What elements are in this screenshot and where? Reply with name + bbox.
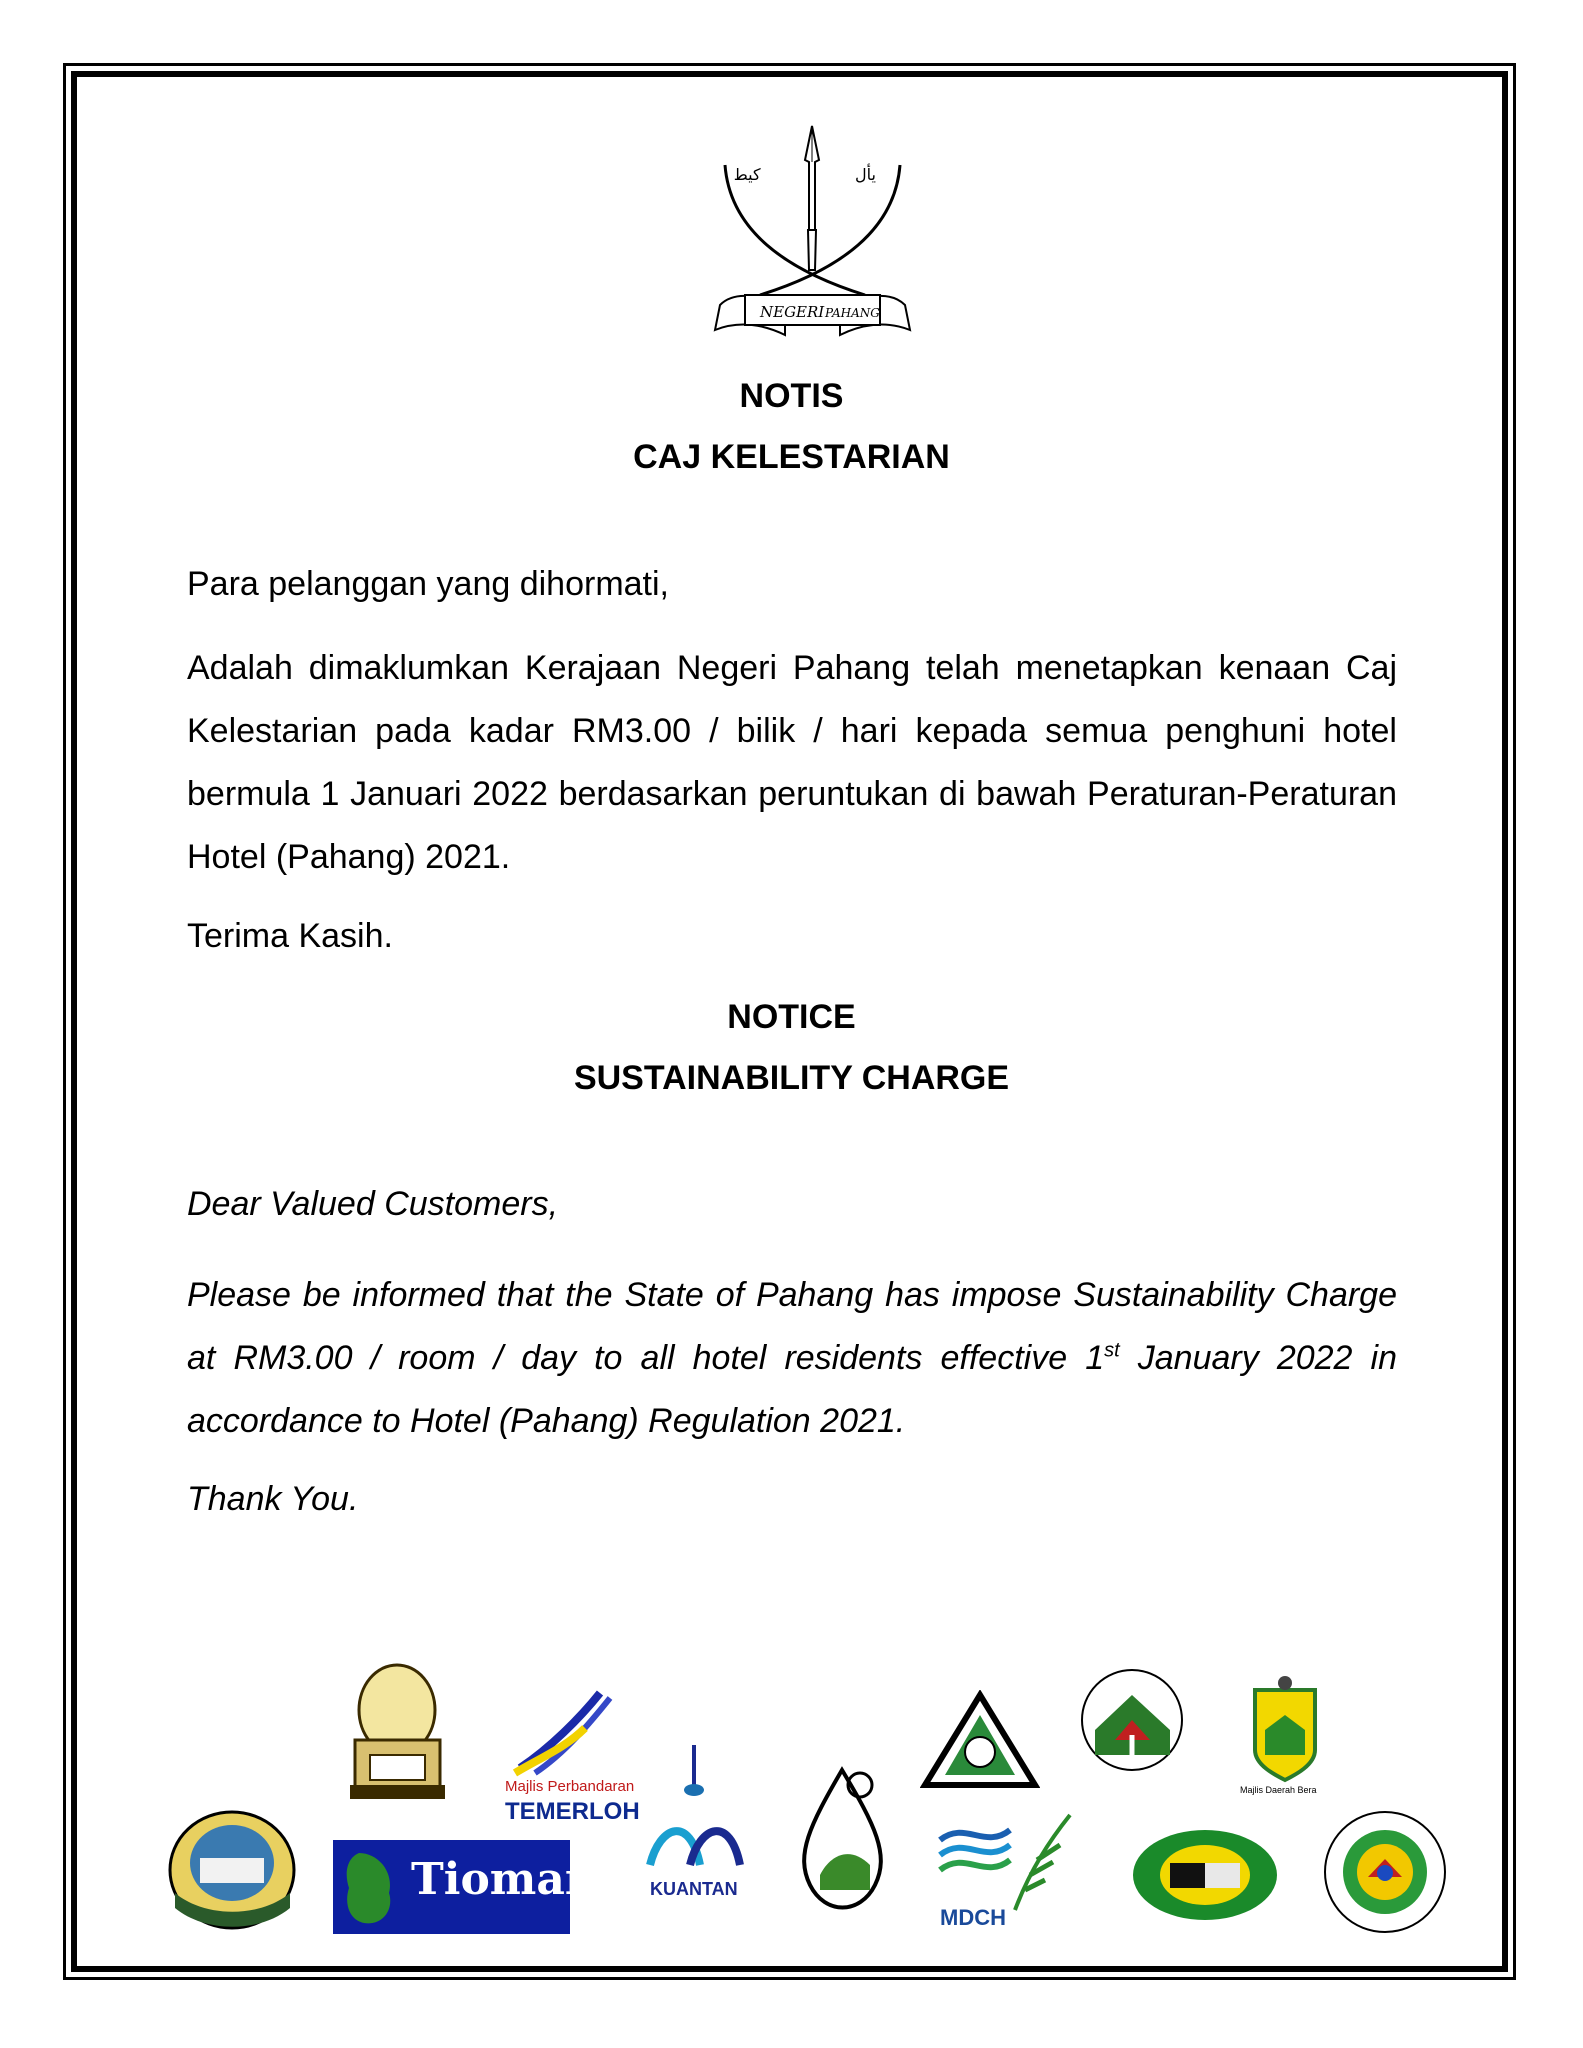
crest-arabic-right: ﻳﺄل (855, 165, 876, 184)
temerloh-title: TEMERLOH (505, 1798, 640, 1825)
tioman-logo (333, 1840, 597, 1934)
crest-arabic-left: ﻛﻴﻄ (735, 165, 761, 184)
notice-subtitle-malay: CAJ KELESTARIAN (633, 438, 950, 476)
maran-council-logo (1075, 1660, 1190, 1790)
notice-title-malay: NOTIS (739, 377, 844, 415)
raub-council-logo (340, 1660, 455, 1810)
mdch-logo (935, 1800, 1075, 1930)
notice-title-english: NOTICE (727, 998, 856, 1036)
jerantut-council-logo (1130, 1823, 1280, 1923)
body-english (187, 1264, 1397, 1453)
mdch-label: MDCH (940, 1905, 1006, 1930)
crest-scroll-left: NEGERI (760, 303, 825, 321)
kuantan-label: KUANTAN (650, 1879, 738, 1899)
temerloh-subtitle: Majlis Perbandaran (505, 1778, 635, 1795)
body-english-part1: Please be informed that the State of Pahang has impose Sustainability Charge at RM3.00 / room / day to all hotel residents effective 1 (187, 1276, 1397, 1377)
pekan-council-logo (165, 1808, 300, 1933)
closing-malay: Terima Kasih. (187, 917, 393, 955)
crest-scroll-right: PAHANG (825, 306, 880, 320)
body-english-sup: st (1104, 1339, 1120, 1362)
bentong-council-logo (790, 1765, 895, 1925)
kuantan-council-logo (640, 1745, 750, 1910)
closing-english: Thank You. (187, 1480, 359, 1518)
pahang-crest-logo (705, 120, 920, 345)
bera-council-logo (1235, 1675, 1335, 1795)
tioman-label: Tioman (411, 1854, 597, 1905)
temerloh-swoosh-logo (510, 1688, 625, 1783)
lipis-council-logo (1308, 1807, 1463, 1937)
body-malay: Adalah dimaklumkan Kerajaan Negeri Pahang telah menetapkan kenaan Caj Kelestarian pada kadar RM3.00 / bilik / hari kepada semua penghuni hotel bermula 1 Januari 2022 berdasarkan peruntukan di bawah Peraturan-Peraturan Hotel (Pahang) 2021. (187, 649, 1397, 876)
greeting-english: Dear Valued Customers, (187, 1185, 559, 1223)
body-english-part2: January 2022 in accordance to Hotel (Pahang) Regulation 2021. (187, 1339, 1398, 1440)
notice-subtitle-english: SUSTAINABILITY CHARGE (573, 1059, 1010, 1097)
tioman-island-icon (339, 1848, 401, 1928)
bentong-district-logo (920, 1690, 1040, 1795)
greeting-malay: Para pelanggan yang dihormati, (187, 565, 669, 603)
bera-label: Majlis Daerah Bera (1240, 1785, 1317, 1795)
